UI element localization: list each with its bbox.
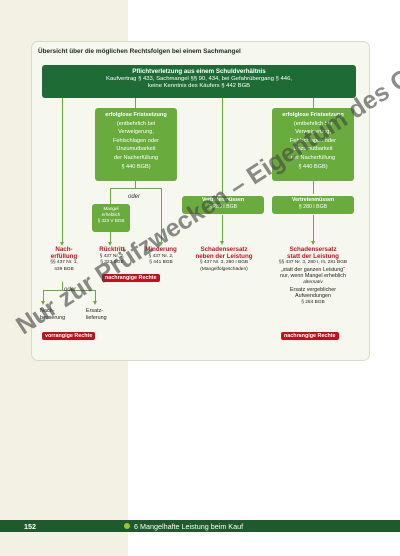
schadensersatz-title: neben der Leistung xyxy=(195,252,253,260)
ersatzlieferung-label xyxy=(86,308,126,321)
vertretenmuessen-heading: Vertretenmüssen xyxy=(291,197,335,203)
schadensersatz-ref: § 437 Nr. 3, 280 I BGB xyxy=(199,260,249,266)
minderung-title: Minderung xyxy=(145,246,177,253)
minderung-ref: § 441 BGB xyxy=(149,260,173,266)
ersatzlieferung-line: Ersatz- xyxy=(86,308,104,314)
schadensersatz-title: Schadensersatz xyxy=(289,246,337,253)
schadensersatz-note: Aufwendungen xyxy=(295,293,331,300)
pflichtverletzung-box xyxy=(42,65,356,98)
vertretenmuessen-heading: Vertretenmüssen xyxy=(201,197,245,203)
mangel-line: § 323 V BGB xyxy=(97,218,125,223)
fristsetzung-box-left xyxy=(95,108,177,181)
connector-line xyxy=(222,215,223,242)
schadensersatz-ref: (Mangelfolgeschäden) xyxy=(200,266,248,272)
nachbesserung-line: Nach- xyxy=(40,308,55,314)
fristsetzung-line: (entbehrlich bei xyxy=(116,120,156,127)
fristsetzung-line: Verweigerung, xyxy=(118,129,154,136)
fristsetzung-line: Verweigerung, xyxy=(295,129,331,136)
connector-line xyxy=(135,98,136,108)
ruecktritt-ref: § 323 BGB xyxy=(100,260,124,266)
pflichtverletzung-line-2: Kaufvertrag § 433, Sachmangel §§ 90, 434, bei Gefahrübergang § 446, xyxy=(105,76,292,82)
fristsetzung-heading: erfolglose Fristsetzung xyxy=(282,112,344,118)
chapter-title: 6 Mangelhafte Leistung beim Kauf xyxy=(134,522,244,531)
connector-line xyxy=(135,180,136,188)
schadensersatz-note: „statt der ganzen Leistung“ xyxy=(280,266,346,273)
mangel-erheblich-box xyxy=(92,204,130,232)
oder-label: oder xyxy=(128,194,141,200)
schadensersatz-statt-label xyxy=(268,247,358,306)
schadensersatz-ref: § 284 BGB xyxy=(301,299,325,305)
nachrangige-rechte-badge: nachrangige Rechte xyxy=(281,332,339,340)
arrow-icon xyxy=(220,241,224,245)
fristsetzung-line: Unzumutbarkeit xyxy=(116,146,156,153)
vertretenmuessen-sub: § 280 I BGB xyxy=(298,204,328,210)
vorrangige-rechte-badge: vorrangige Rechte xyxy=(42,332,95,340)
pflichtverletzung-heading: Pflichtverletzung aus einem Schuldverhältnis xyxy=(132,68,266,75)
nachbesserung-line: besserung xyxy=(40,314,66,321)
pflichtverletzung-line-3: keine Kenntnis des Käufers § 442 BGB xyxy=(147,83,251,89)
nacherfuellung-ref: 439 BGB xyxy=(54,266,74,272)
connector-line xyxy=(110,188,162,189)
oder-label: oder xyxy=(64,287,77,293)
fristsetzung-heading: erfolglose Fristsetzung xyxy=(105,112,167,118)
connector-line xyxy=(313,180,314,194)
vertretenmuessen-sub: § 280 I BGB xyxy=(208,204,238,210)
mangel-line: Mangel xyxy=(103,206,119,211)
arrow-icon xyxy=(311,241,315,245)
schadensersatz-note: Ersatz vergeblicher xyxy=(289,286,337,293)
schadensersatz-title: Schadensersatz xyxy=(200,246,248,253)
fristsetzung-line: Fehlschlagen oder xyxy=(112,137,160,144)
minderung-ref: § 437 Nr. 2, xyxy=(148,253,174,259)
fristsetzung-line: der Nacherfüllung xyxy=(113,154,159,161)
schadensersatz-neben-label xyxy=(190,247,258,273)
page-number: 152 xyxy=(24,522,36,531)
ruecktritt-ref: § 437 Nr. 2, xyxy=(99,253,125,259)
vertretenmuessen-box-right xyxy=(272,196,354,214)
fristsetzung-line: der Nacherfüllung xyxy=(290,154,336,161)
nacherfuellung-ref: §§ 437 Nr. 1, xyxy=(50,260,78,266)
schadensersatz-note: nur, wenn Mangel erheblich xyxy=(280,273,346,280)
connector-line xyxy=(313,98,314,108)
ruecktritt-title: Rücktritt xyxy=(99,246,125,253)
schadensersatz-alternativ: alternativ xyxy=(303,279,323,285)
fristsetzung-line: § 440 BGB) xyxy=(298,163,328,170)
schadensersatz-ref: §§ 437 Nr. 3, 280 I, III, 281 BGB xyxy=(278,260,348,266)
connector-line xyxy=(313,215,314,242)
fristsetzung-line: (entbehrlich bei xyxy=(293,120,333,127)
chapter-dot-icon xyxy=(124,523,130,529)
fristsetzung-line: § 440 BGB) xyxy=(121,163,151,170)
schadensersatz-title: statt der Leistung xyxy=(287,252,339,260)
fristsetzung-line: Unzumutbarkeit xyxy=(293,146,333,153)
connector-line xyxy=(110,188,111,204)
arrow-icon xyxy=(93,301,97,305)
connector-line xyxy=(62,98,63,243)
diagram-title: Übersicht über die möglichen Rechtsfolgen bei einem Sachmangel xyxy=(38,48,241,55)
fristsetzung-line: Fehlschlagen oder xyxy=(289,137,337,144)
ersatzlieferung-line: lieferung xyxy=(86,314,107,321)
nacherfuellung-title: erfüllung xyxy=(50,252,78,260)
watermark: Nur zur Prüfzwecken – Eigentum des xyxy=(11,77,395,341)
mangel-line: erheblich xyxy=(101,212,121,217)
nachrangige-rechte-badge: nachrangige Rechte xyxy=(102,274,160,282)
nacherfuellung-title: Nach- xyxy=(55,246,73,253)
